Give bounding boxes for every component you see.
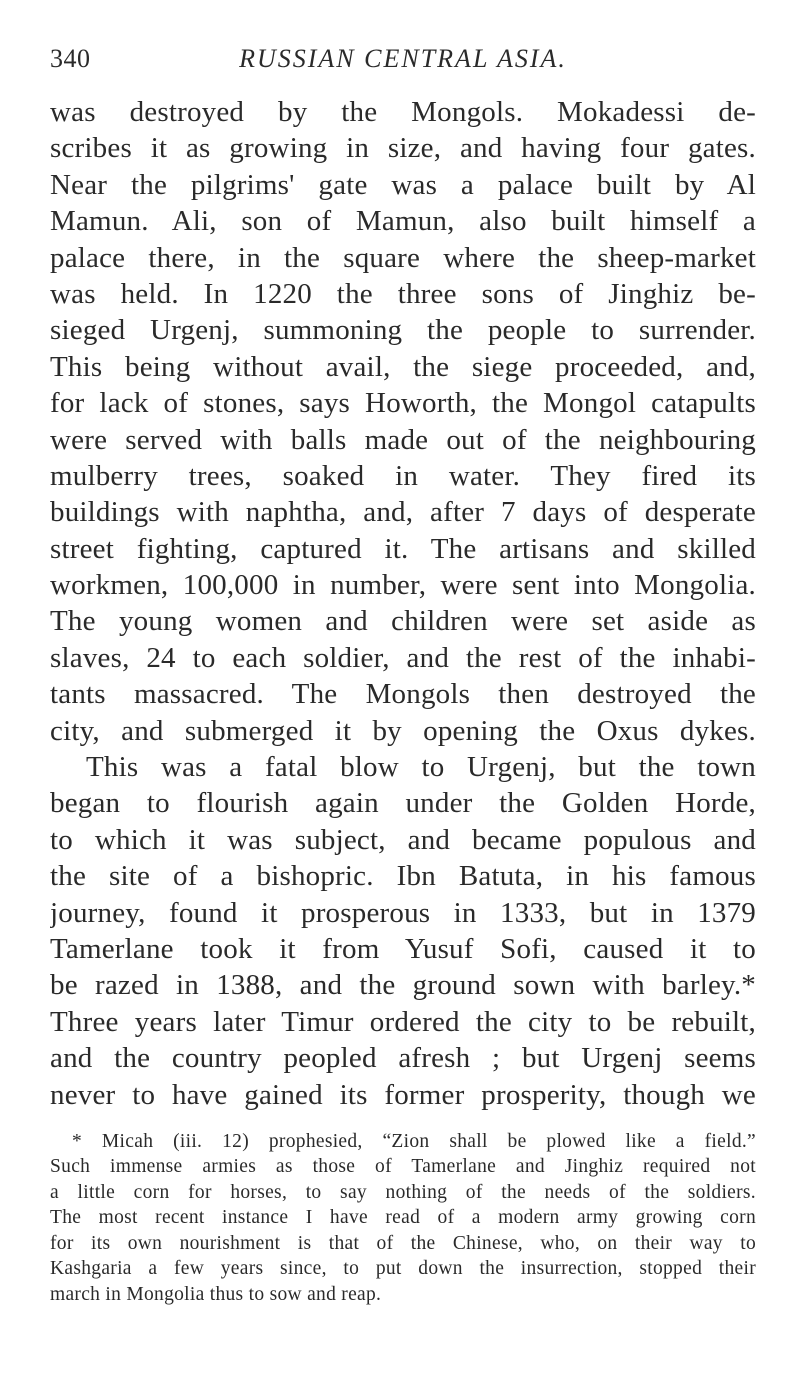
footnote-line: Kashgaria a few years since, to put down the insurrection, stopped their — [50, 1258, 756, 1280]
body-line: was held. In 1220 the three sons of Jinghiz be- — [50, 277, 756, 310]
body-line: to which it was subject, and became populous and — [50, 823, 756, 856]
footnote-line: Such immense armies as those of Tamerlane and Jinghiz required not — [50, 1156, 756, 1178]
body-line: scribes it as growing in size, and having four gates. — [50, 132, 756, 165]
body-line: Near the pilgrims' gate was a palace built by Al — [50, 168, 756, 201]
footnote — [50, 1129, 756, 1308]
body-line: buildings with naphtha, and, after 7 days of desperate — [50, 496, 756, 529]
body-line: city, and submerged it by opening the Oxus dykes. — [50, 714, 756, 747]
footnote-line: march in Mongolia thus to sow and reap. — [50, 1283, 382, 1305]
body-line: palace there, in the square where the sheep-market — [50, 241, 756, 274]
body-line: Mamun. Ali, son of Mamun, also built himself a — [50, 205, 756, 238]
body-line: be razed in 1388, and the ground sown with barley.* — [50, 969, 756, 1002]
body-line: This was a fatal blow to Urgenj, but the town — [86, 751, 756, 784]
body-line: was destroyed by the Mongols. Mokadessi de- — [50, 96, 756, 128]
running-head — [50, 40, 756, 82]
body-line: tants massacred. The Mongols then destroyed the — [50, 678, 756, 711]
body-line: workmen, 100,000 in number, were sent into Mongolia. — [50, 569, 756, 602]
page-number: 340 — [50, 44, 91, 73]
footnote-line: The most recent instance I have read of a modern army growing corn — [50, 1207, 756, 1229]
body-line: slaves, 24 to each soldier, and the rest of the inhabi- — [50, 641, 756, 674]
body-line: and the country peopled afresh ; but Urgenj seems — [50, 1042, 756, 1075]
body-line: Tamerlane took it from Yusuf Sofi, caused it to — [50, 932, 756, 965]
body-line: sieged Urgenj, summoning the people to surrender. — [50, 314, 756, 347]
body-line: began to flourish again under the Golden Horde, — [50, 787, 756, 820]
footnote-line: a little corn for horses, to say nothing of the needs of the soldiers. — [50, 1181, 756, 1203]
running-title: RUSSIAN CENTRAL ASIA. — [239, 44, 567, 73]
body-line: Three years later Timur ordered the city to be rebuilt, — [50, 1005, 756, 1038]
body-line: This being without avail, the siege proceeded, and, — [50, 350, 756, 383]
footnote-line: * Micah (iii. 12) prophesied, “Zion shall be plowed like a field.” — [72, 1130, 756, 1152]
body-text — [50, 94, 756, 1113]
body-line: for lack of stones, says Howorth, the Mongol catapults — [50, 387, 756, 420]
body-line: journey, found it prosperous in 1333, but in 1379 — [50, 896, 756, 929]
book-page — [50, 40, 756, 1307]
body-line: never to have gained its former prosperity, though we — [50, 1078, 756, 1111]
body-line: street fighting, captured it. The artisans and skilled — [50, 532, 756, 565]
footnote-line: for its own nourishment is that of the Chinese, who, on their way to — [50, 1232, 756, 1254]
body-line: The young women and children were set aside as — [50, 605, 756, 638]
body-line: mulberry trees, soaked in water. They fired its — [50, 459, 756, 492]
body-line: the site of a bishopric. Ibn Batuta, in his famous — [50, 860, 756, 893]
body-line: were served with balls made out of the neighbouring — [50, 423, 756, 456]
